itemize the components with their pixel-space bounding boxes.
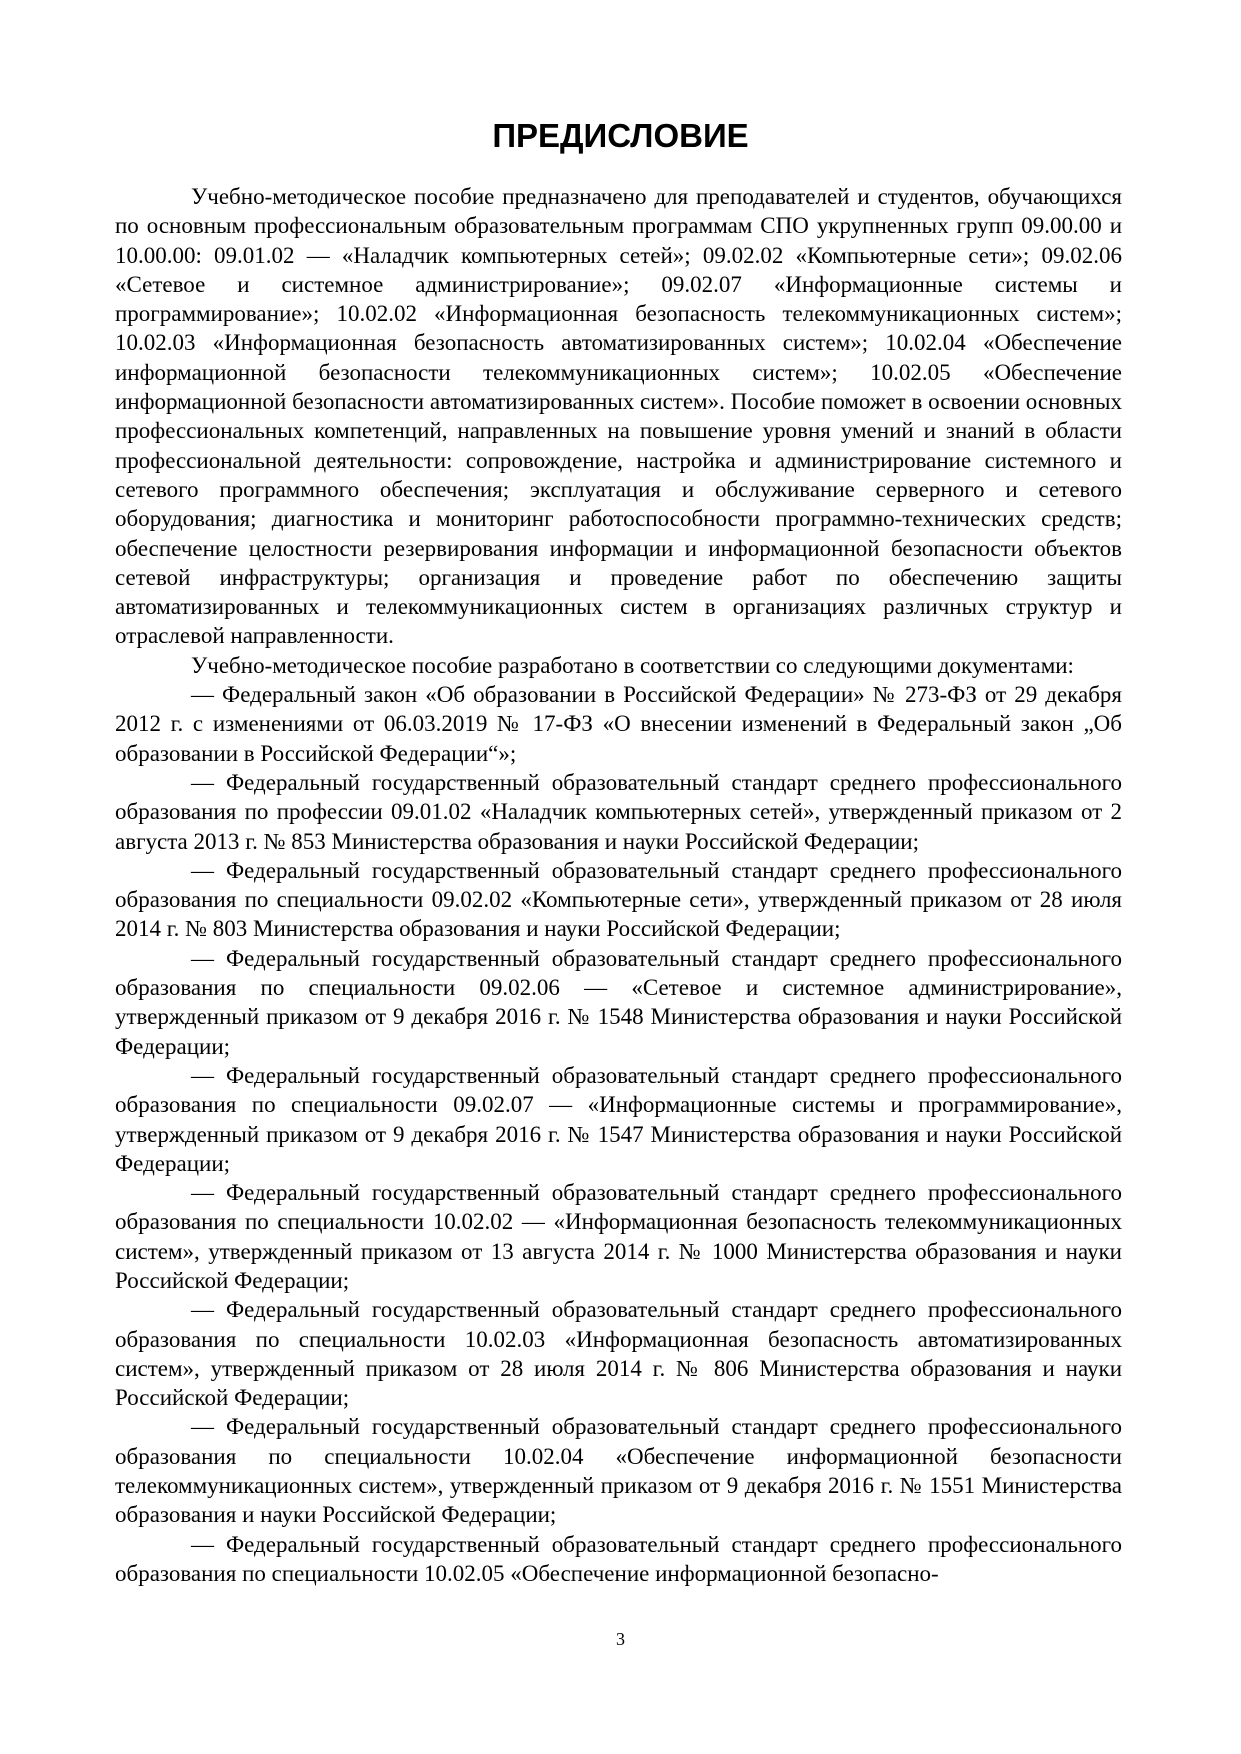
- list-item-fgos-09-02-02: — Федеральный государственный образовательный стандарт среднего профессионального образования по специальности 09.02.02 «Компьютерные сети», утвержденный приказом от 28 июля 2014 г. № 803 Министерства образования и науки Российской Федерации;: [115, 857, 1122, 942]
- paragraph-purpose: Учебно-методическое пособие предназначено для преподавателей и студентов, обучающихся по основным профессиональным образовательным программам СПО укрупненных групп 09.00.00 и 10.00.00: 09.01.02 — «Наладчик компьютерных сетей»; 09.02.02 «Компьютерные сети»; 09.02.06 «Сетевое и системное администрирование»; 09.02.07 «Информационные системы и программирование»; 10.02.02 «Информационная безопасность телекоммуникационных систем»; 10.02.03 «Информационная безопасность автоматизированных систем»; 10.02.04 «Обеспечение информационной безопасности телекоммуникационных систем»; 10.02.05 «Обеспечение информационной безопасности автоматизированных систем». Пособие поможет в освоении основных профессиональных компетенций, направленных на повышение уровня умений и знаний в области профессиональной деятельности: сопровождение, настройка и администрирование системного и сетевого программного обеспечения; эксплуатация и обслуживание серверного и сетевого оборудования; диагностика и мониторинг работоспособности программно-технических средств; обеспечение целостности резервирования информации и информационной безопасности объектов сетевой инфраструктуры; организация и проведение работ по обеспечению защиты автоматизированных и телекоммуникационных систем в организациях различных структур и отраслевой направленности.: [115, 184, 1122, 649]
- page-number: 3: [616, 1629, 625, 1649]
- list-item-fgos-09-01-02: — Федеральный государственный образовательный стандарт среднего профессионального образования по профессии 09.01.02 «Наладчик компьютерных сетей», утвержденный приказом от 2 августа 2013 г. № 853 Министерства образования и науки Российской Федерации;: [115, 769, 1122, 854]
- list-item-fgos-10-02-02: — Федеральный государственный образовательный стандарт среднего профессионального образования по специальности 10.02.02 — «Информационная безопасность телекоммуникационных систем», утвержденный приказом от 13 августа 2014 г. № 1000 Министерства образования и науки Российской Федерации;: [115, 1180, 1122, 1293]
- body-text: [115, 182, 1122, 1588]
- list-item-fgos-09-02-07: — Федеральный государственный образовательный стандарт среднего профессионального образования по специальности 09.02.07 — «Информационные системы и программирование», утвержденный приказом от 9 декабря 2016 г. № 1547 Министерства образования и науки Российской Федерации;: [115, 1062, 1122, 1176]
- list-item-fgos-10-02-03: — Федеральный государственный образовательный стандарт среднего профессионального образования по специальности 10.02.03 «Информационная безопасность автоматизированных систем», утвержденный приказом от 28 июля 2014 г. № 806 Министерства образования и науки Российской Федерации;: [115, 1297, 1122, 1411]
- list-item-fgos-10-02-05: — Федеральный государственный образовательный стандарт среднего профессионального образования по специальности 10.02.05 «Обеспечение информационной безопасно-: [115, 1531, 1122, 1586]
- list-item-fgos-10-02-04: — Федеральный государственный образовательный стандарт среднего профессионального образования по специальности 10.02.04 «Обеспечение информационной безопасности телекоммуникационных систем», утвержденный приказом от 9 декабря 2016 г. № 1551 Министерства образования и науки Российской Федерации;: [115, 1414, 1122, 1528]
- page-title: ПРЕДИСЛОВИЕ: [492, 117, 749, 154]
- paragraph-documents-intro: Учебно-методическое пособие разработано в соответствии со следующими документами:: [191, 652, 1074, 678]
- list-item-federal-law: — Федеральный закон «Об образовании в Российской Федерации» № 273-ФЗ от 29 декабря 2012 г. с изменениями от 06.03.2019 № 17-ФЗ «О внесении изменений в Федеральный закон „Об образовании в Российской Федерации“»;: [115, 682, 1122, 766]
- list-item-fgos-09-02-06: — Федеральный государственный образовательный стандарт среднего профессионального образования по специальности 09.02.06 — «Сетевое и системное администрирование», утвержденный приказом от 9 декабря 2016 г. № 1548 Министерства образования и науки Российской Федерации;: [115, 945, 1122, 1059]
